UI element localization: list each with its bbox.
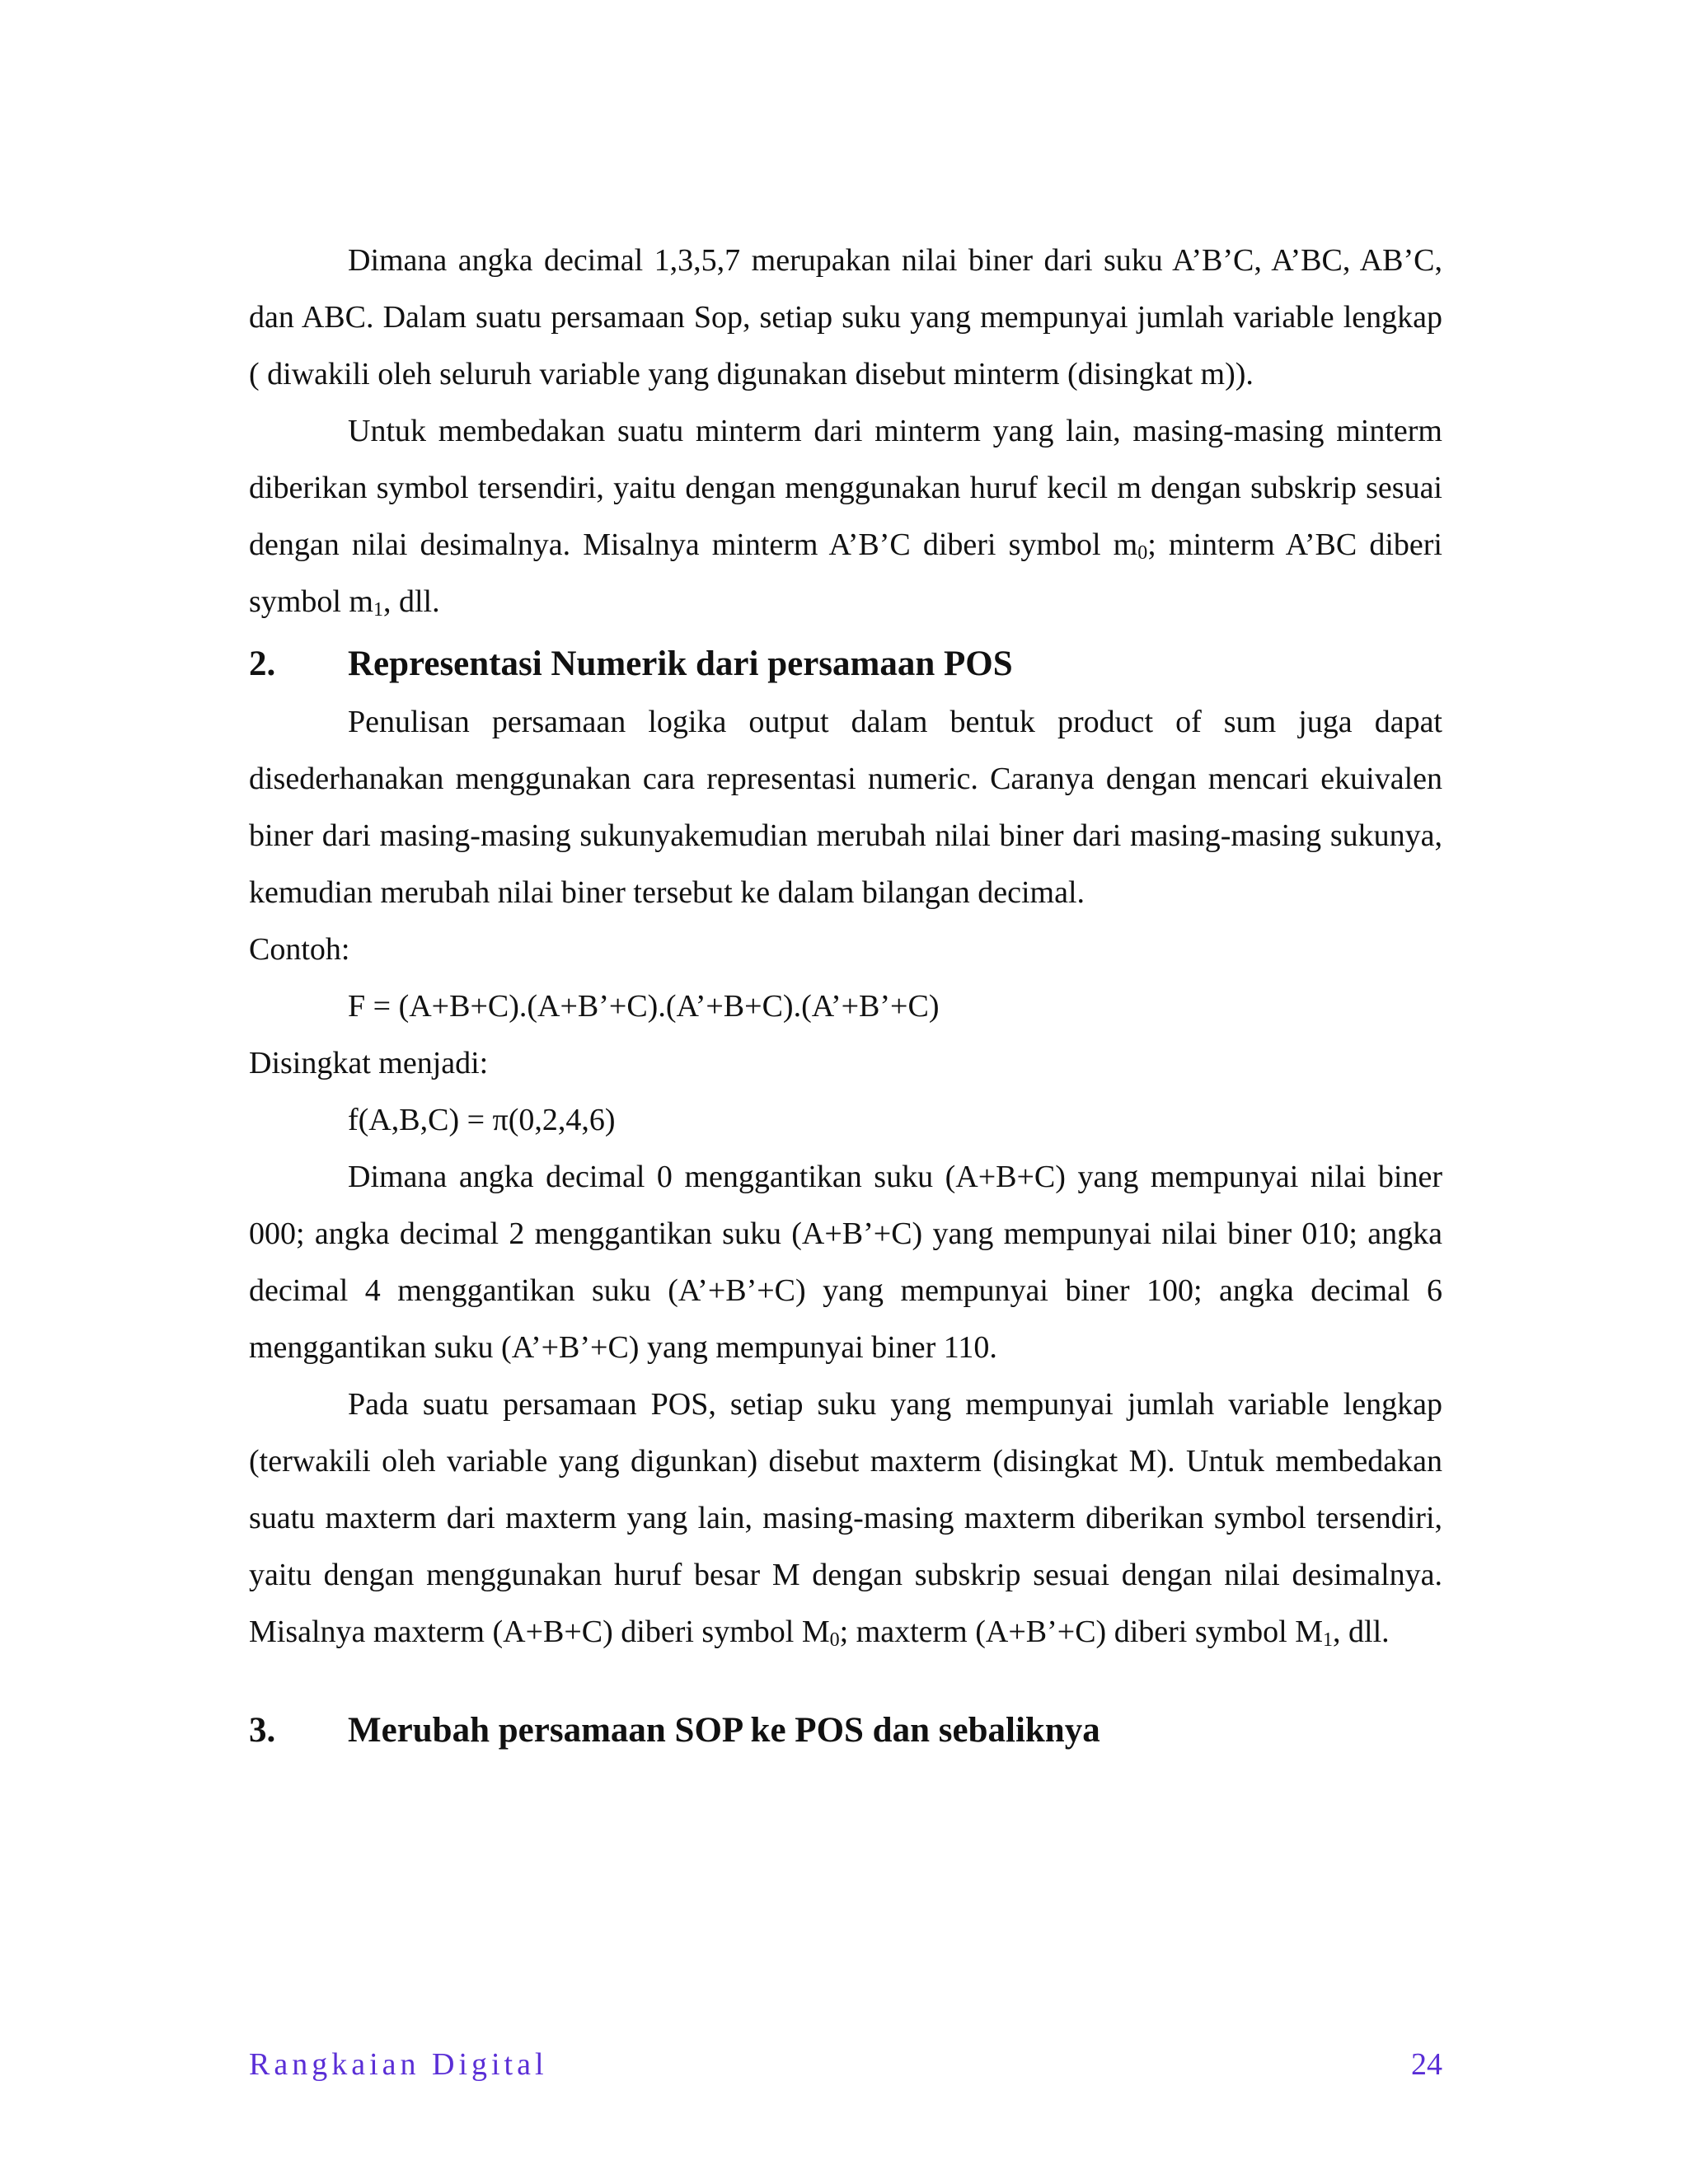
paragraph-pos-numeric: Penulisan persamaan logika output dalam bentuk product of sum juga dapat disederhanakan menggunakan cara representasi numeric. Caranya dengan mencari ekuivalen biner dari masing-masing sukunyakemudian merubah nilai biner dari masing-masing sukunya, kemudian merubah nilai biner tersebut ke dalam bilangan decimal. <box>249 705 1442 910</box>
section-number: 2. <box>249 644 276 683</box>
page-number: 24 <box>1411 2047 1442 2082</box>
paragraph-minterm-symbol <box>249 403 1442 630</box>
section-title: Merubah persamaan SOP ke POS dan sebaliknya <box>348 1711 1100 1750</box>
text-segment: Untuk membedakan suatu minterm dari minterm yang lain, masing-masing minterm diberikan symbol tersendiri, yaitu dengan menggunakan huruf kecil m dengan subskrip sesuai dengan nilai desimalnya. Misalnya minterm A’B’C diberi symbol m <box>249 414 1442 562</box>
section-title: Representasi Numerik dari persamaan POS <box>348 644 1013 683</box>
paragraph-maxterm-symbol <box>249 1376 1442 1661</box>
section-number: 3. <box>249 1711 276 1750</box>
subscript: 0 <box>1137 542 1148 564</box>
text-segment: Pada suatu persamaan POS, setiap suku yang mempunyai jumlah variable lengkap (terwakili oleh variable yang digunkan) disebut maxterm (disingkat M). Untuk membedakan suatu maxterm dari maxterm yang lain, masing-masing maxterm diberikan symbol tersendiri, yaitu dengan menggunakan huruf besar M dengan subskrip sesuai dengan nilai desimalnya. Misalnya maxterm (A+B+C) diberi symbol M <box>249 1387 1442 1649</box>
text-segment: , dll. <box>1333 1615 1390 1649</box>
paragraph-maxterm-decimal: Dimana angka decimal 0 menggantikan suku (A+B+C) yang mempunyai nilai biner 000; angka decimal 2 menggantikan suku (A+B’+C) yang mempunyai nilai biner 010; angka decimal 4 menggantikan suku (A’+B’+C) yang mempunyai biner 100; angka decimal 6 menggantikan suku (A’+B’+C) yang mempunyai biner 110. <box>249 1160 1442 1365</box>
label-contoh: Contoh: <box>249 932 350 967</box>
equation-full: F = (A+B+C).(A+B’+C).(A’+B+C).(A’+B’+C) <box>348 989 940 1024</box>
subscript: 0 <box>829 1629 840 1651</box>
section-heading-3 <box>249 1702 1442 1759</box>
footer-book-title: Rangkaian Digital <box>249 2047 548 2082</box>
subscript: 1 <box>373 599 383 621</box>
text-segment: , dll. <box>382 584 440 619</box>
label-disingkat: Disingkat menjadi: <box>249 1046 489 1080</box>
text-segment: ; minterm A’BC diberi symbol m <box>249 527 1442 619</box>
paragraph-minterm-decimal: Dimana angka decimal 1,3,5,7 merupakan nilai biner dari suku A’B’C, A’BC, AB’C, dan ABC. Dalam suatu persamaan Sop, setiap suku yang mempunyai jumlah variable lengkap ( diwakili oleh seluruh variable yang digunakan disebut minterm (disingkat m)). <box>249 243 1442 391</box>
page-footer <box>249 2044 1442 2085</box>
page-body <box>249 232 1442 1760</box>
subscript: 1 <box>1323 1629 1334 1651</box>
section-heading-2 <box>249 635 1442 692</box>
equation-short: f(A,B,C) = π(0,2,4,6) <box>348 1103 616 1137</box>
text-segment: ; maxterm (A+B’+C) diberi symbol M <box>839 1615 1324 1649</box>
